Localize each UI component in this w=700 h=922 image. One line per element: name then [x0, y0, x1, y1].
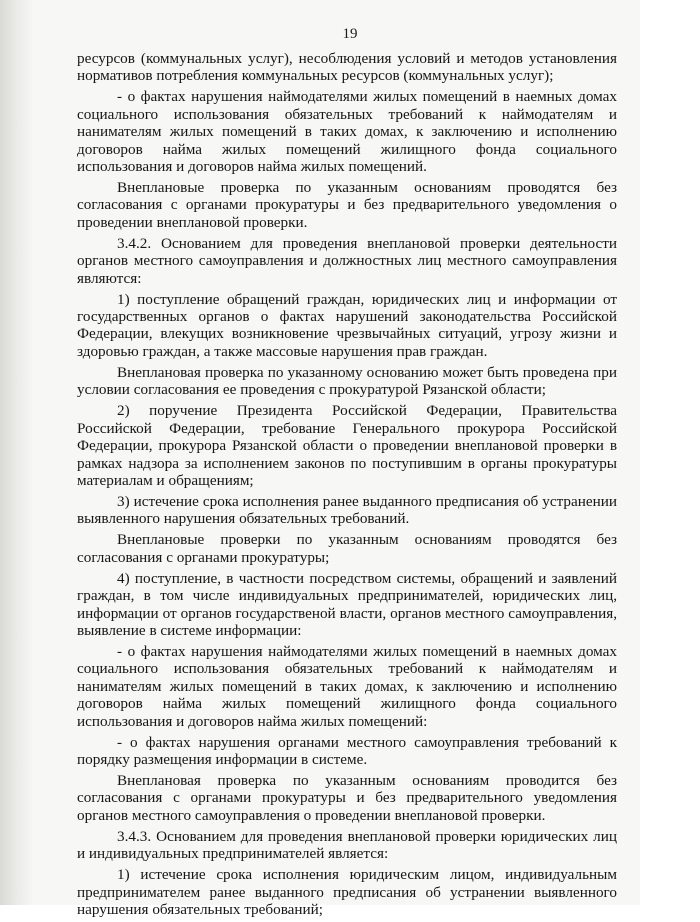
scan-shadow [0, 0, 34, 905]
paragraph-1: ресурсов (коммунальных услуг), несоблюдения условий и методов установления нормативов потребления коммунальных ресурсов (коммунальных услуг); [77, 50, 617, 85]
paragraph-13: Внеплановая проверка по указанным основаниям проводится без согласования с органами прокуратуры и без предварительного уведомления органов местного самоуправления о проведении внеплановой проверки. [77, 771, 617, 824]
paragraph-8: 3) истечение срока исполнения ранее выданного предписания об устранении выявленного нарушения обязательных требований. [77, 492, 617, 528]
paragraph-4: 3.4.2. Основанием для проведения внеплановой проверки деятельности органов местного самоуправления и должностных лиц местного самоуправления являются: [77, 234, 617, 287]
paragraph-3: Внеплановые проверка по указанным основаниям проводятся без согласования с органами прокуратуры и без предварительного уведомления о проведении внеплановой проверки. [77, 179, 617, 231]
paragraph-7: 2) поручение Президента Российской Федерации, Правительства Российской Федерации, требование Генерального прокурора Российской Федерации, прокурора Рязанской области о проведении внеплановой проверки в рамках надзора за исполнением законов по поступившим в органы прокуратуры материалам и обращениям; [77, 402, 617, 489]
paragraph-11: - о фактах нарушения наймодателями жилых помещений в наемных домах социального использования обязательных требований к наймодателям и нанимателям жилых помещений в таких домах, к заключению и исполнению договоров найма жилых помещений жилищного фонда социального использования и договоров найма жилых помещений: [77, 642, 617, 730]
paragraph-5: 1) поступление обращений граждан, юридических лиц и информации от государственных органов о фактах нарушений законодательства Российской Федерации, влекущих возникновение чрезвычайных ситуаций, угрозу жизни и здоровью граждан, а также массовые нарушения прав граждан. [77, 290, 617, 360]
paragraph-10: 4) поступление, в частности посредством системы, обращений и заявлений граждан, в том числе индивидуальных предпринимателей, юридических лиц, информации от органов государственой власти, органов местного самоуправления, выявление в системе информации: [77, 569, 617, 639]
page-number: 19 [342, 26, 358, 42]
paragraph-9: Внеплановые проверки по указанным основаниям проводятся без согласования с органами прокуратуры; [77, 531, 617, 566]
paragraph-12: - о фактах нарушения органами местного самоуправления требований к порядку размещения информации в системе. [77, 733, 617, 768]
paragraph-14: 3.4.3. Основанием для проведения внеплановой проверки юридических лиц и индивидуальных предпринимателей является: [77, 827, 617, 863]
paragraph-6: Внеплановая проверка по указанному основанию может быть проведена при условии согласования ее проведения с прокуратурой Рязанской области; [77, 363, 617, 399]
paragraph-15: 1) истечение срока исполнения юридическим лицом, индивидуальным предпринимателем ранее выданного предписания об устранении выявленного нарушения обязательных требований; [77, 866, 617, 918]
paragraph-2: - о фактах нарушения наймодателями жилых помещений в наемных домах социального использования обязательных требований к наймодателям и нанимателям жилых помещений в таких домах, к заключению и исполнению договоров найма жилых помещений жилищного фонда социального использования и договоров найма жилых помещений. [77, 88, 617, 176]
document-body [77, 50, 617, 922]
